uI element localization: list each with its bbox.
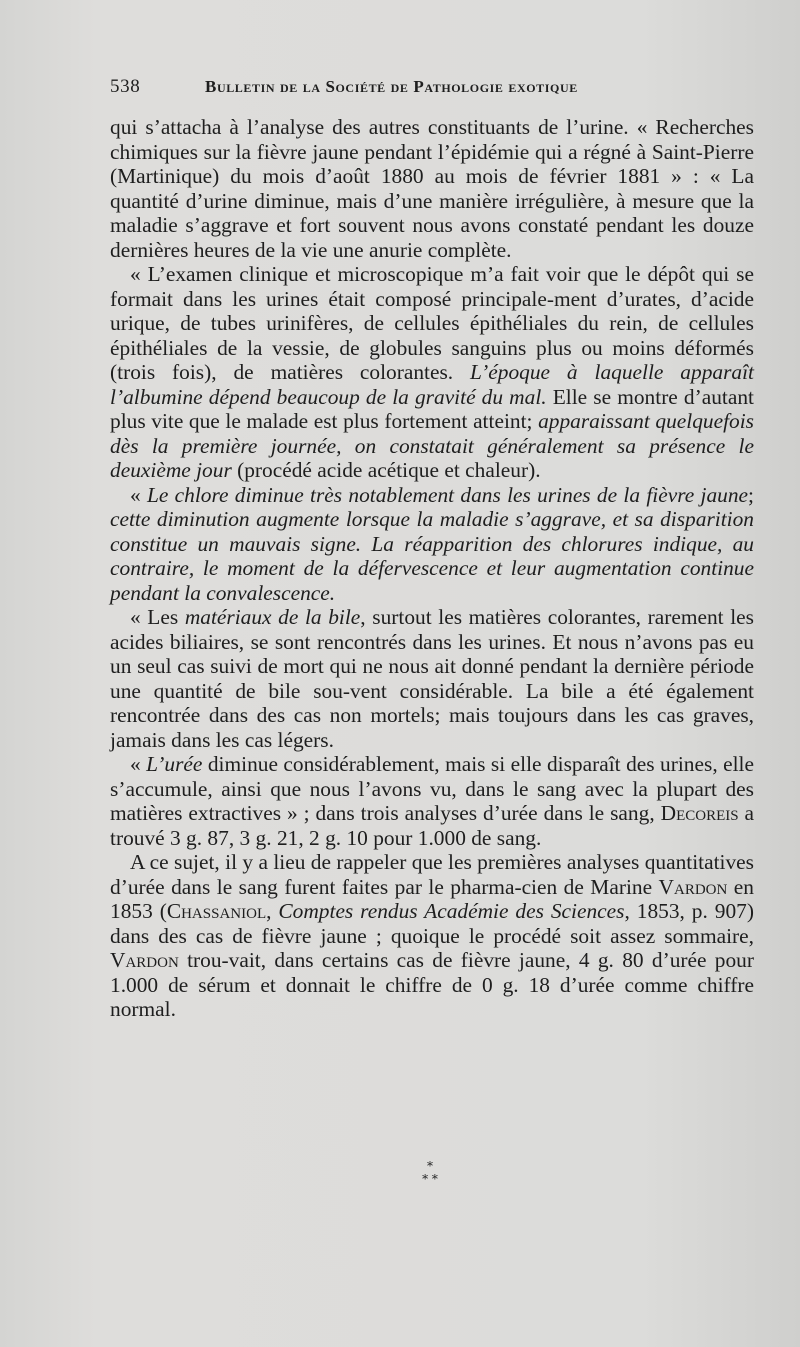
text-run: , <box>266 899 279 923</box>
text-run: A ce sujet, il y a lieu de rappeler que les premières analyses quantitatives d’urée dans le sang furent faites par le pharma-cien de Marine <box>110 850 754 899</box>
body-text <box>110 115 754 1022</box>
running-title: Bulletin de la Société de Pathologie exotique <box>205 77 578 96</box>
text-run: (procédé acide acétique et chaleur). <box>231 458 541 482</box>
author-name: Chassaniol <box>166 899 267 923</box>
text-run: ; <box>748 482 754 507</box>
author-name: Decoreis <box>660 801 739 825</box>
text-run: en 1853 ( <box>110 874 754 923</box>
text-run: « Les <box>130 605 185 629</box>
text-run: qui s’attacha à l’analyse des autres constituants de l’urine. « Recherches chimiques sur la fièvre jaune pendant l’épidémie qui a régné à Saint-Pierre (Martinique) du mois d’août 1880 au mois de février 1881 » : « La quantité d’urine diminue, mais d’une manière irrégulière, à mesure que la maladie s’aggrave et fort souvent nous avons constaté pendant les douze dernières heures de la vie une anurie complète. <box>110 115 754 262</box>
italic-run: L’époque à laquelle apparaît l’albumine dépend beaucoup de la gravité du mal. <box>110 360 754 409</box>
paragraph-3 <box>110 483 754 606</box>
separator-star-top: * <box>427 1159 433 1173</box>
page-number: 538 <box>110 76 141 97</box>
separator-stars-bottom: * * <box>422 1172 438 1186</box>
paragraph-2 <box>110 262 754 483</box>
italic-run: L’urée <box>146 752 203 776</box>
italic-run: cette diminution augmente lorsque la maladie s’aggrave, et sa disparition constitue un mauvais signe. La réapparition des chlorures indique, au contraire, le moment de la défervescence et leur augmentation continue pendant la convalescence. <box>110 507 754 605</box>
paragraph-4 <box>110 605 754 752</box>
text-run: « <box>130 482 147 507</box>
paragraph-5 <box>110 752 754 850</box>
paragraph-6 <box>110 850 754 1022</box>
italic-run: matériaux de la bile <box>184 605 361 629</box>
text-run: « <box>130 752 147 776</box>
italic-run: Le chlore diminue très notablement dans les urines de la fièvre jaune <box>146 482 749 507</box>
text-run: Elle se montre d’autant plus vite que le malade est plus fortement atteint; <box>110 384 754 433</box>
paragraph-1 <box>110 115 754 262</box>
text-run: a trouvé 3 g. 87, 3 g. 21, 2 g. 10 pour 1.000 de sang. <box>110 801 755 850</box>
text-run: diminue considérablement, mais si elle disparaît des urines, elle s’accumule, ainsi que nous l’avons vu, dans le sang avec la plupart des matières extractives » ; dans trois analyses d’urée dans le sang, <box>110 752 754 825</box>
section-separator <box>410 1160 450 1186</box>
author-name: Vardon <box>110 948 179 972</box>
text-run: , surtout les matières colorantes, rarement les acides biliaires, se sont rencontrés dans les urines. Et nous n’avons pas eu un seul cas suivi de mort qui ne nous ait donné pendant la dernière période une quantité de bile sou-vent considérable. La bile a été également rencontrée dans des cas non mortels; mais toujours dans les cas graves, jamais dans les cas légers. <box>110 605 754 752</box>
author-name: Vardon <box>658 874 728 899</box>
text-run: trou-vait, dans certains cas de fièvre jaune, 4 g. 80 d’urée pour 1.000 de sérum et donnait le chiffre de 0 g. 18 d’urée comme chiffre normal. <box>110 948 754 1021</box>
text-run: , 1853, p. 907) dans des cas de fièvre jaune ; quoique le procédé soit assez sommaire, <box>110 899 754 948</box>
text-run: « L’examen clinique et microscopique m’a fait voir que le dépôt qui se formait dans les urines était composé principale-ment d’urates, d’acide urique, de tubes urinifères, de cellules épithéliales du rein, de cellules épithéliales de la vessie, de globules sanguins plus ou moins déformés (trois fois), de matières colorantes. <box>110 262 754 384</box>
italic-run: apparaissant quelquefois dès la première journée, on constatait généralement sa présence le deuxième jour <box>110 409 754 482</box>
italic-run: Comptes rendus Académie des Sciences <box>278 899 625 923</box>
